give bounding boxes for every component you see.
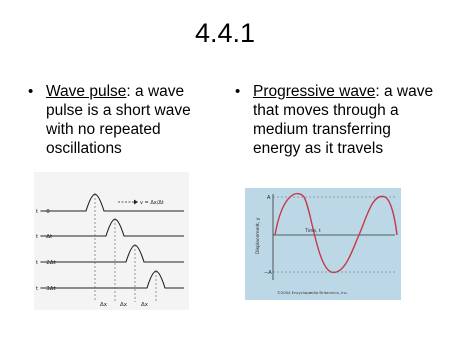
- bullet-term: Progressive wave: [253, 83, 376, 100]
- figure-background: [245, 188, 401, 300]
- row-label-0: t = 0: [36, 209, 50, 215]
- figure-background: [34, 172, 189, 310]
- bullet-progressive-wave: [235, 82, 435, 158]
- delta-x-label-0: Δx: [100, 302, 108, 308]
- progressive-wave-diagram: [245, 188, 401, 300]
- bullet-text: [235, 82, 435, 158]
- wave-pulse-figure: [34, 172, 189, 310]
- y-tick-amplitude: A: [267, 195, 271, 201]
- row-label-1: t = Δt: [36, 234, 53, 240]
- bullet-wave-pulse: [28, 82, 218, 158]
- figure-credit: ©2004 Encyclopædia Britannica, Inc.: [277, 290, 348, 295]
- row-label-3: t = 3Δt: [36, 286, 56, 292]
- y-axis-label: Displacement, y: [256, 217, 261, 254]
- bullet-text: [28, 82, 218, 158]
- bullet-separator: :: [375, 83, 384, 100]
- wave-pulse-diagram: [34, 172, 189, 310]
- x-axis-label: Time, t: [305, 229, 321, 234]
- bullet-separator: :: [126, 83, 136, 100]
- delta-x-label-1: Δx: [120, 302, 128, 308]
- bullet-dot: •: [235, 83, 241, 100]
- row-label-2: t = 2Δt: [36, 260, 56, 266]
- bullet-dot: •: [28, 83, 34, 100]
- velocity-label: v = Δx/Δt: [140, 200, 164, 206]
- bullet-definition: a wave that moves through a medium transferring energy as it travels: [253, 83, 434, 157]
- slide-title: 4.4.1: [194, 18, 256, 48]
- bullet-definition: a wave pulse is a short wave with no repeated oscillations: [46, 83, 191, 157]
- bullet-term: Wave pulse: [46, 83, 127, 100]
- progressive-wave-figure: [245, 188, 401, 300]
- delta-x-label-2: Δx: [141, 302, 149, 308]
- y-tick-neg-amplitude: −A: [264, 270, 272, 276]
